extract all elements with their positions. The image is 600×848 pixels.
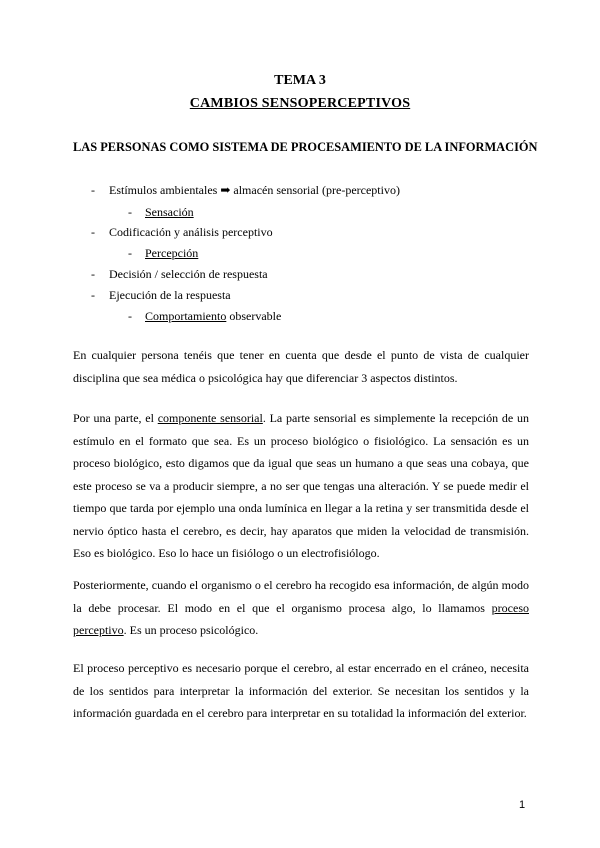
list-dash: - <box>91 183 95 197</box>
list-item-text: Decisión / selección de respuesta <box>109 267 268 281</box>
paragraph: El proceso perceptivo es necesario porque el cerebro, al estar encerrado en el cráneo, necesita de los sentidos para interpretar la información del exterior. Se necesitan los sentidos y la información guardada en el cerebro para interpretar en su totalidad la información del exterior. <box>73 661 529 720</box>
list-item-text: Codificación y análisis perceptivo <box>109 225 273 239</box>
underlined-term: componente sensorial <box>157 411 263 425</box>
list-dash: - <box>91 225 95 239</box>
paragraph: Posteriormente, cuando el organismo o el cerebro ha recogido esa información, de algún modo la debe procesar. El modo en el que el organismo procesa algo, lo llamamos proceso perceptivo. Es un proceso psicológico. <box>73 578 529 637</box>
underlined-term: proceso perceptivo <box>73 600 529 637</box>
list-dash: - <box>128 309 132 323</box>
document-title: CAMBIOS SENSOPERCEPTIVOS <box>189 96 411 111</box>
list-item-text: Estímulos ambientales ➡ almacén sensorial (pre-perceptivo) <box>109 183 400 197</box>
list-dash: - <box>128 246 132 260</box>
paragraph: Por una parte, el componente sensorial. La parte sensorial es simplemente la recepción de un estímulo en el formato que sea. Es un proceso biológico o fisiológico. La sensación es un proceso biológico, esto digamos que da igual que seas un humano a que seas una cobaya, que este proceso se va a producir siempre, a no ser que tengas una alteración. Y se puede medir el tiempo que tarda por ejemplo una onda lumínica en llegar a la retina y ser transmitida desde el nervio óptico hasta el cerebro, es decir, hay aparatos que miden la velocidad de transmisión. Eso es biológico. Eso lo hace un fisiólogo o un electrofisiólogo. <box>73 411 529 560</box>
list-item-text: Ejecución de la respuesta <box>109 288 231 302</box>
list-dash: - <box>128 205 132 219</box>
document-page: TEMA 3 CAMBIOS SENSOPERCEPTIVOS LAS PERSONAS COMO SISTEMA DE PROCESAMIENTO DE LA INFORMACIÓN - Estímulos ambientales ➡ almacén sensorial (pre-perceptivo) - Sensación - Codificación y análisis perceptivo - Percepción - Decisión / selección de respuesta - Ejecución de la respuesta - Comportamiento observable En cualquier persona tenéis que tener en cuenta que desde el punto de vista de cualquier disciplina que sea médica o psicológica hay que diferenciar 3 aspectos distintos. Por una parte, el componente sensorial. La parte sensorial es simplemente la recepción de un estímulo en el formato que sea. Es un proceso biológico o fisiológico. La sensación es un proceso biológico, esto digamos que da igual que seas un humano a que seas una cobaya, que este proceso se va a producir siempre, a no ser que tengas una alteración. Y se puede medir el tiempo que tarda por ejemplo una onda lumínica en llegar a la retina y ser transmitida desde el nervio óptico hasta el cerebro, es decir, hay aparatos que miden la velocidad de transmisión. Eso es biológico. Eso lo hace un fisiólogo o un electrofisiólogo. Posteriormente, cuando el organismo o el cerebro ha recogido esa información, de algún modo la debe procesar. El modo en el que el organismo procesa algo, lo llamamos proceso perceptivo. Es un proceso psicológico. El proceso perceptivo es necesario porque el cerebro, al estar encerrado en el cráneo, necesita de los sentidos para interpretar la información del exterior. Se necesitan los sentidos y la información guardada en el cerebro para interpretar en su totalidad la información del exterior. 1 <box>0 0 600 848</box>
topic-number: TEMA 3 <box>274 73 326 88</box>
section-heading: LAS PERSONAS COMO SISTEMA DE PROCESAMIENTO DE LA INFORMACIÓN <box>73 140 538 154</box>
list-dash: - <box>91 267 95 281</box>
paragraph: En cualquier persona tenéis que tener en cuenta que desde el punto de vista de cualquier disciplina que sea médica o psicológica hay que diferenciar 3 aspectos distintos. <box>73 348 529 385</box>
list-item-text: Sensación <box>145 205 194 219</box>
page-number: 1 <box>519 799 526 811</box>
list-item-text: Comportamiento <box>145 309 227 323</box>
list-item-text: Percepción <box>145 246 199 260</box>
list-dash: - <box>91 288 95 302</box>
